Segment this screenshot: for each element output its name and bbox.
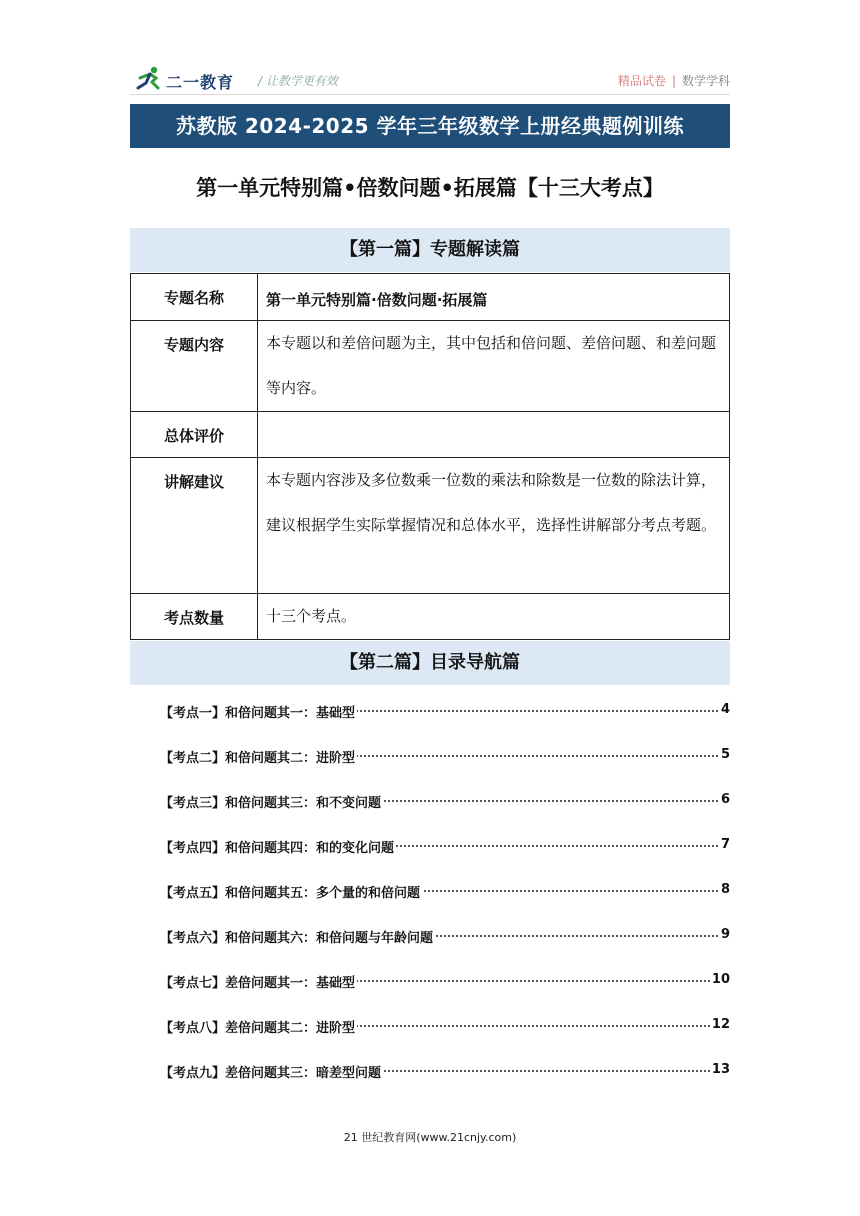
- info-table: [130, 273, 730, 640]
- toc-page: 8: [720, 882, 730, 897]
- header-divider: [130, 94, 730, 95]
- toc-title: 【考点四】和倍问题其四：和的变化问题: [160, 837, 396, 856]
- table-row: [131, 321, 730, 412]
- logo: [134, 66, 254, 92]
- row-value: 十三个考点。: [258, 594, 730, 640]
- toc-entry[interactable]: [160, 1015, 730, 1060]
- logo-text: 二一教育: [166, 73, 235, 92]
- tag-exam: 精品试卷: [617, 74, 666, 88]
- toc-page: 6: [720, 792, 730, 807]
- row-value: [258, 412, 730, 458]
- toc-entry[interactable]: [160, 880, 730, 925]
- toc-entry[interactable]: [160, 835, 730, 880]
- header-tags: [618, 72, 730, 89]
- tag-separator: |: [671, 74, 676, 88]
- toc-page: 13: [711, 1062, 730, 1077]
- table-row: [131, 274, 730, 321]
- toc-entry[interactable]: [160, 925, 730, 970]
- toc-title: 【考点一】和倍问题其一：基础型: [160, 702, 357, 721]
- section-heading-1: 【第一篇】专题解读篇: [130, 228, 730, 272]
- table-row: [131, 594, 730, 640]
- toc-page: 5: [720, 747, 730, 762]
- row-value: 本专题以和差倍问题为主，其中包括和倍问题、差倍问题、和差问题等内容。: [258, 321, 730, 412]
- toc-entry[interactable]: [160, 970, 730, 1015]
- toc-title: 【考点五】和倍问题其五：多个量的和倍问题: [160, 882, 422, 901]
- table-row: [131, 458, 730, 594]
- row-key: 讲解建议: [131, 458, 258, 594]
- runner-icon: [134, 66, 164, 92]
- toc-title: 【考点三】和倍问题其三：和不变问题: [160, 792, 383, 811]
- row-key: 专题内容: [131, 321, 258, 412]
- toc-entry[interactable]: [160, 1060, 730, 1105]
- row-value: 第一单元特别篇·倍数问题·拓展篇: [258, 274, 730, 321]
- section-heading-2: 【第二篇】目录导航篇: [130, 641, 730, 685]
- toc-page: 7: [720, 837, 730, 852]
- row-key: 专题名称: [131, 274, 258, 321]
- toc-page: 4: [720, 702, 730, 717]
- page-header: [130, 62, 730, 92]
- tag-subject: 数学学科: [681, 74, 730, 88]
- toc-page: 10: [711, 972, 730, 987]
- toc-title: 【考点二】和倍问题其二：进阶型: [160, 747, 357, 766]
- table-row: [131, 412, 730, 458]
- toc-title: 【考点六】和倍问题其六：和倍问题与年龄问题: [160, 927, 435, 946]
- row-value: 本专题内容涉及多位数乘一位数的乘法和除数是一位数的除法计算，建议根据学生实际掌握情况和总体水平，选择性讲解部分考点考题。: [258, 458, 730, 594]
- toc-title: 【考点八】差倍问题其二：进阶型: [160, 1017, 357, 1036]
- title-banner: 苏教版 2024-2025 学年三年级数学上册经典题例训练: [130, 104, 730, 148]
- toc-title: 【考点九】差倍问题其三：暗差型问题: [160, 1062, 383, 1081]
- table-of-contents: [160, 700, 730, 1105]
- toc-page: 9: [720, 927, 730, 942]
- row-key: 总体评价: [131, 412, 258, 458]
- toc-page: 12: [711, 1017, 730, 1032]
- toc-entry[interactable]: [160, 790, 730, 835]
- toc-entry[interactable]: [160, 700, 730, 745]
- document-title: 第一单元特别篇•倍数问题•拓展篇【十三大考点】: [196, 176, 664, 200]
- page-footer: 21 世纪教育网(www.21cnjy.com): [343, 1131, 517, 1144]
- toc-entry[interactable]: [160, 745, 730, 790]
- toc-title: 【考点七】差倍问题其一：基础型: [160, 972, 357, 991]
- slogan: / 让教学更有效: [258, 74, 338, 88]
- row-key: 考点数量: [131, 594, 258, 640]
